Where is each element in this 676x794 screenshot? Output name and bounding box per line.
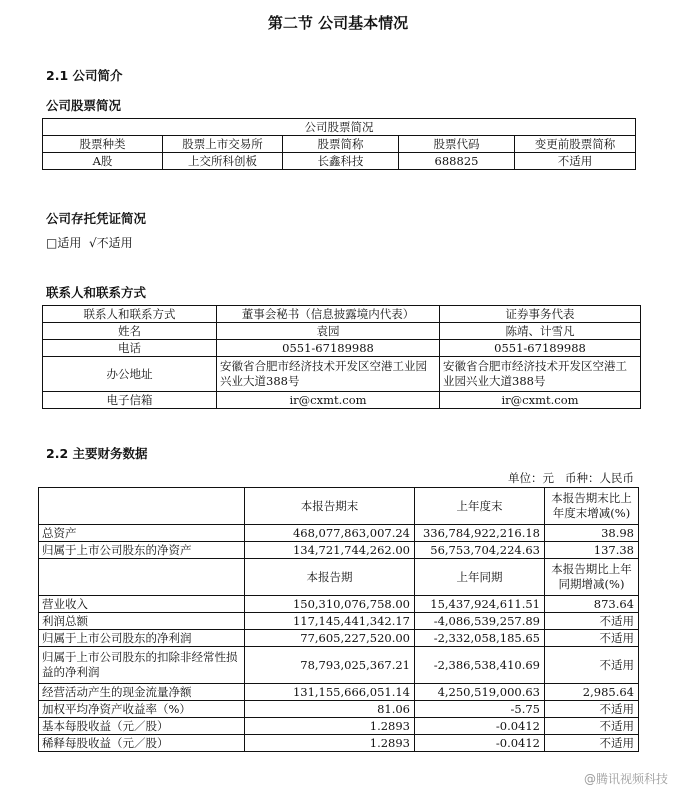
financial-header — [39, 488, 245, 525]
contact-label: 电话 — [43, 340, 217, 357]
financial-change: 不适用 — [545, 630, 639, 647]
contact-table-header: 联系人和联系方式 — [43, 306, 217, 323]
financial-header-row — [39, 559, 639, 596]
table-row — [43, 392, 641, 409]
contact-table-header-row — [43, 306, 641, 323]
financial-item-label: 总资产 — [39, 525, 245, 542]
financial-change: 2,985.64 — [545, 684, 639, 701]
financial-header: 本报告期末 — [245, 488, 415, 525]
financial-change: 不适用 — [545, 647, 639, 684]
depository-options: □适用 √不适用 — [46, 236, 133, 250]
contact-email: ir@cxmt.com — [440, 392, 641, 409]
table-row — [39, 525, 639, 542]
table-row — [39, 630, 639, 647]
contact-address: 安徽省合肥市经济技术开发区空港工业园兴业大道388号 — [440, 357, 641, 392]
financial-value: 81.06 — [245, 701, 415, 718]
contact-table — [42, 305, 641, 409]
stock-table-header: 股票种类 — [43, 136, 163, 153]
section-heading-company-profile: 2.1 公司简介 — [46, 68, 123, 83]
table-row — [39, 701, 639, 718]
financial-change: 不适用 — [545, 735, 639, 752]
table-row — [43, 323, 641, 340]
financial-value: 150,310,076,758.00 — [245, 596, 415, 613]
financial-value: -4,086,539,257.89 — [415, 613, 545, 630]
contact-table-header: 证券事务代表 — [440, 306, 641, 323]
financial-header: 上年同期 — [415, 559, 545, 596]
stock-table-header: 变更前股票简称 — [515, 136, 636, 153]
stock-cell: 上交所科创板 — [163, 153, 283, 170]
contact-cell: 袁园 — [217, 323, 440, 340]
financial-value: 134,721,744,262.00 — [245, 542, 415, 559]
contact-label: 办公地址 — [43, 357, 217, 392]
watermark: @腾讯视频科技 — [583, 772, 668, 786]
financial-value: -2,332,058,185.65 — [415, 630, 545, 647]
stock-table — [42, 118, 636, 170]
financial-item-label: 经营活动产生的现金流量净额 — [39, 684, 245, 701]
financial-item-label: 加权平均净资产收益率（%） — [39, 701, 245, 718]
stock-cell: 长鑫科技 — [283, 153, 399, 170]
financial-value: 56,753,704,224.63 — [415, 542, 545, 559]
financial-header-row — [39, 488, 639, 525]
financial-header: 上年度末 — [415, 488, 545, 525]
financial-item-label: 基本每股收益（元／股） — [39, 718, 245, 735]
financial-value: 1.2893 — [245, 735, 415, 752]
financial-change: 38.98 — [545, 525, 639, 542]
financial-item-label: 稀释每股收益（元／股） — [39, 735, 245, 752]
contact-address: 安徽省合肥市经济技术开发区空港工业园兴业大道388号 — [217, 357, 440, 392]
contact-email: ir@cxmt.com — [217, 392, 440, 409]
financial-change: 873.64 — [545, 596, 639, 613]
stock-cell: A股 — [43, 153, 163, 170]
financial-value: -0.0412 — [415, 735, 545, 752]
financial-change: 不适用 — [545, 613, 639, 630]
table-row — [39, 735, 639, 752]
financial-change: 不适用 — [545, 701, 639, 718]
table-row — [39, 684, 639, 701]
financial-value: -0.0412 — [415, 718, 545, 735]
table-row — [43, 340, 641, 357]
stock-cell: 不适用 — [515, 153, 636, 170]
financial-item-label: 归属于上市公司股东的净利润 — [39, 630, 245, 647]
financial-change: 不适用 — [545, 718, 639, 735]
stock-overview-heading: 公司股票简况 — [46, 98, 122, 113]
stock-cell: 688825 — [399, 153, 515, 170]
financial-item-label: 归属于上市公司股东的扣除非经常性损益的净利润 — [39, 647, 245, 684]
financial-value: -5.75 — [415, 701, 545, 718]
financial-value: 1.2893 — [245, 718, 415, 735]
financial-value: 15,437,924,611.51 — [415, 596, 545, 613]
table-row — [39, 542, 639, 559]
financial-value: 336,784,922,216.18 — [415, 525, 545, 542]
stock-table-header-row — [43, 136, 636, 153]
table-row — [39, 718, 639, 735]
financial-value: 131,155,666,051.14 — [245, 684, 415, 701]
financial-item-label: 利润总额 — [39, 613, 245, 630]
table-row — [43, 357, 641, 392]
financial-item-label: 归属于上市公司股东的净资产 — [39, 542, 245, 559]
depository-heading: 公司存托凭证简况 — [46, 211, 147, 226]
contact-cell: 0551-67189988 — [440, 340, 641, 357]
financial-change: 137.38 — [545, 542, 639, 559]
table-row — [39, 613, 639, 630]
financial-value: 77,605,227,520.00 — [245, 630, 415, 647]
contact-label: 姓名 — [43, 323, 217, 340]
stock-table-header: 股票上市交易所 — [163, 136, 283, 153]
stock-table-header: 股票简称 — [283, 136, 399, 153]
contact-label: 电子信箱 — [43, 392, 217, 409]
table-row — [39, 596, 639, 613]
page-title: 第二节 公司基本情况 — [267, 14, 409, 32]
financial-value: -2,386,538,410.69 — [415, 647, 545, 684]
contact-heading: 联系人和联系方式 — [46, 285, 147, 300]
financial-value: 4,250,519,000.63 — [415, 684, 545, 701]
financial-header: 本报告期 — [245, 559, 415, 596]
financial-header: 本报告期末比上年度末增减(%) — [545, 488, 639, 525]
financial-value: 78,793,025,367.21 — [245, 647, 415, 684]
table-row — [43, 153, 636, 170]
financial-table — [38, 487, 639, 752]
financial-value: 117,145,441,342.17 — [245, 613, 415, 630]
contact-table-header: 董事会秘书（信息披露境内代表） — [217, 306, 440, 323]
unit-currency-line: 单位：元 币种：人民币 — [508, 471, 634, 485]
financial-item-label: 营业收入 — [39, 596, 245, 613]
contact-cell: 陈靖、计雪凡 — [440, 323, 641, 340]
financial-header: 本报告期比上年同期增减(%) — [545, 559, 639, 596]
section-heading-financial-data: 2.2 主要财务数据 — [46, 446, 148, 461]
contact-cell: 0551-67189988 — [217, 340, 440, 357]
stock-table-header: 股票代码 — [399, 136, 515, 153]
financial-header — [39, 559, 245, 596]
stock-table-caption: 公司股票简况 — [43, 119, 636, 136]
table-row — [39, 647, 639, 684]
financial-value: 468,077,863,007.24 — [245, 525, 415, 542]
